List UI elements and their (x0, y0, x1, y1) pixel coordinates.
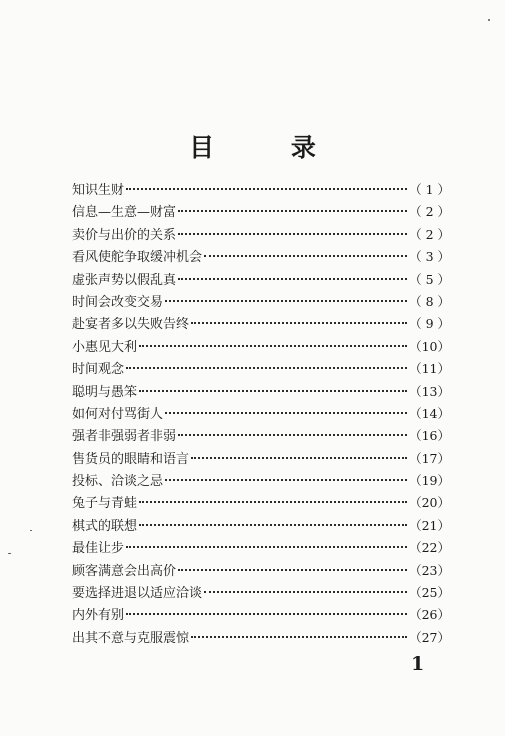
toc-entry-page: （ 8 ） (409, 293, 450, 309)
dot-leader (165, 412, 407, 414)
toc-entry (72, 627, 450, 649)
toc-entry-label: 虚张声势以假乱真 (72, 272, 177, 288)
toc-entry (72, 201, 450, 223)
toc-entry-page: （ 9 ） (409, 316, 450, 332)
toc-entry (72, 492, 450, 514)
dot-leader (126, 367, 407, 369)
toc-entry-page: （ 3 ） (409, 249, 450, 265)
toc-entry-label: 出其不意与克服震惊 (72, 630, 190, 646)
dot-leader (191, 322, 407, 324)
scan-speck (30, 530, 32, 531)
toc-entry-label: 投标、洽谈之忌 (72, 474, 164, 490)
toc-entry-label: 内外有别 (72, 608, 125, 624)
toc-entry (72, 560, 450, 582)
page-title: 目 录 (189, 133, 350, 162)
dot-leader (126, 546, 407, 548)
toc-entry (72, 381, 450, 403)
toc-entry (72, 269, 450, 291)
dot-leader (178, 569, 407, 571)
toc-entry-page: （ 2 ） (409, 226, 450, 242)
toc-entry (72, 224, 450, 246)
dot-leader (165, 479, 407, 481)
toc-entry-page: （ 2 ） (409, 204, 450, 220)
toc-entry-page: （10） (409, 338, 450, 354)
dot-leader (165, 300, 407, 302)
toc-entry-page: （16） (409, 428, 450, 444)
dot-leader (191, 457, 407, 459)
toc-entry (72, 246, 450, 268)
toc-entry-page: （21） (409, 517, 450, 533)
toc-entry-label: 顾客满意会出高价 (72, 563, 177, 579)
toc-entry (72, 425, 450, 447)
dot-leader (191, 636, 407, 638)
toc-entry-page: （22） (409, 540, 450, 556)
toc-entry-page: （23） (409, 562, 450, 578)
page-number: 1 (411, 653, 425, 675)
toc-entry-page: （14） (409, 405, 450, 421)
scan-speck (8, 553, 11, 554)
toc-entry-label: 时间观念 (72, 362, 125, 378)
toc-entry-page: （13） (409, 383, 450, 399)
toc-entry-page: （27） (409, 629, 450, 645)
toc-entry-label: 赴宴者多以失败告终 (72, 317, 190, 333)
table-of-contents (72, 179, 450, 649)
dot-leader (139, 390, 407, 392)
dot-leader (178, 233, 407, 235)
toc-entry-label: 要选择进退以适应洽谈 (72, 586, 203, 602)
scan-speck (488, 19, 490, 21)
toc-entry-page: （11） (409, 361, 450, 377)
toc-entry (72, 515, 450, 537)
toc-entry-label: 最佳让步 (72, 541, 125, 557)
toc-entry-label: 聪明与愚笨 (72, 384, 138, 400)
toc-entry (72, 179, 450, 201)
toc-entry-page: （20） (409, 495, 450, 511)
toc-entry (72, 448, 450, 470)
toc-entry-page: （ 1 ） (409, 182, 450, 197)
dot-leader (178, 434, 407, 436)
toc-entry-label: 看风使舵争取缓冲机会 (72, 250, 203, 266)
toc-entry (72, 604, 450, 626)
toc-entry-label: 如何对付骂街人 (72, 406, 164, 422)
toc-entry-label: 兔子与青蛙 (72, 496, 138, 512)
toc-entry (72, 582, 450, 604)
dot-leader (126, 613, 407, 615)
toc-entry-label: 小惠见大利 (72, 339, 138, 355)
toc-entry-label: 知识生财 (72, 183, 125, 198)
toc-entry-page: （26） (409, 607, 450, 623)
dot-leader (178, 278, 407, 280)
toc-entry (72, 358, 450, 380)
toc-entry-label: 卖价与出价的关系 (72, 227, 177, 243)
toc-entry-page: （25） (409, 585, 450, 601)
dot-leader (178, 210, 407, 212)
toc-entry (72, 537, 450, 559)
dot-leader (204, 255, 407, 257)
toc-entry-label: 信息—生意—财富 (72, 205, 177, 221)
dot-leader (139, 501, 407, 503)
toc-entry (72, 313, 450, 335)
dot-leader (204, 591, 407, 593)
toc-entry-label: 时间会改变交易 (72, 294, 164, 310)
toc-entry (72, 336, 450, 358)
toc-entry-label: 强者非强弱者非弱 (72, 429, 177, 445)
toc-entry-label: 棋式的联想 (72, 518, 138, 534)
toc-entry-page: （ 5 ） (409, 271, 450, 287)
toc-entry-page: （17） (409, 450, 450, 466)
toc-entry (72, 291, 450, 313)
toc-entry-page: （19） (409, 473, 450, 489)
toc-entry-label: 售货员的眼睛和语言 (72, 451, 190, 467)
dot-leader (126, 188, 407, 190)
toc-entry (72, 403, 450, 425)
dot-leader (139, 524, 407, 526)
dot-leader (139, 345, 407, 347)
toc-entry (72, 470, 450, 492)
